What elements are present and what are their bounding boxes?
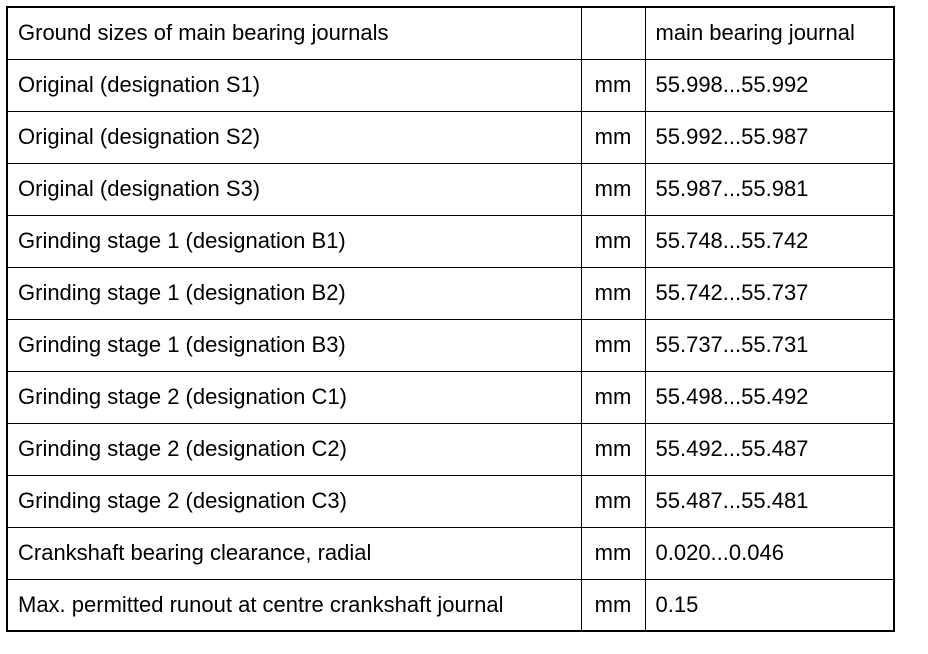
row-value-cell: 55.742...55.737 <box>645 267 894 319</box>
header-label-cell: Ground sizes of main bearing journals <box>7 7 581 59</box>
row-value-cell: 55.737...55.731 <box>645 319 894 371</box>
row-value-cell: 0.020...0.046 <box>645 527 894 579</box>
table-row <box>7 111 894 163</box>
row-value-cell: 0.15 <box>645 579 894 631</box>
row-value-cell: 55.992...55.987 <box>645 111 894 163</box>
row-unit-cell: mm <box>581 371 645 423</box>
header-unit-cell <box>581 7 645 59</box>
row-label-cell: Max. permitted runout at centre crankshaft journal <box>7 579 581 631</box>
table-row <box>7 215 894 267</box>
row-label-cell: Grinding stage 2 (designation C3) <box>7 475 581 527</box>
table-row <box>7 527 894 579</box>
table-row <box>7 423 894 475</box>
row-unit-cell: mm <box>581 111 645 163</box>
row-unit-cell: mm <box>581 267 645 319</box>
row-label-cell: Original (designation S1) <box>7 59 581 111</box>
row-label-cell: Grinding stage 1 (designation B3) <box>7 319 581 371</box>
row-unit-cell: mm <box>581 475 645 527</box>
row-label-cell: Original (designation S3) <box>7 163 581 215</box>
row-label-cell: Grinding stage 2 (designation C1) <box>7 371 581 423</box>
row-label-cell: Crankshaft bearing clearance, radial <box>7 527 581 579</box>
row-label-cell: Grinding stage 2 (designation C2) <box>7 423 581 475</box>
bearing-journal-spec-table <box>6 6 895 632</box>
header-value-cell: main bearing journal <box>645 7 894 59</box>
row-unit-cell: mm <box>581 579 645 631</box>
table-row <box>7 163 894 215</box>
table-header-row <box>7 7 894 59</box>
table-row <box>7 319 894 371</box>
row-label-cell: Grinding stage 1 (designation B2) <box>7 267 581 319</box>
table-row <box>7 579 894 631</box>
row-label-cell: Grinding stage 1 (designation B1) <box>7 215 581 267</box>
row-value-cell: 55.498...55.492 <box>645 371 894 423</box>
row-unit-cell: mm <box>581 319 645 371</box>
table-row <box>7 267 894 319</box>
row-value-cell: 55.998...55.992 <box>645 59 894 111</box>
table-row <box>7 59 894 111</box>
row-unit-cell: mm <box>581 423 645 475</box>
row-unit-cell: mm <box>581 59 645 111</box>
row-value-cell: 55.748...55.742 <box>645 215 894 267</box>
row-label-cell: Original (designation S2) <box>7 111 581 163</box>
row-value-cell: 55.487...55.481 <box>645 475 894 527</box>
row-unit-cell: mm <box>581 163 645 215</box>
row-unit-cell: mm <box>581 215 645 267</box>
table-row <box>7 475 894 527</box>
table-row <box>7 371 894 423</box>
row-unit-cell: mm <box>581 527 645 579</box>
row-value-cell: 55.492...55.487 <box>645 423 894 475</box>
row-value-cell: 55.987...55.981 <box>645 163 894 215</box>
